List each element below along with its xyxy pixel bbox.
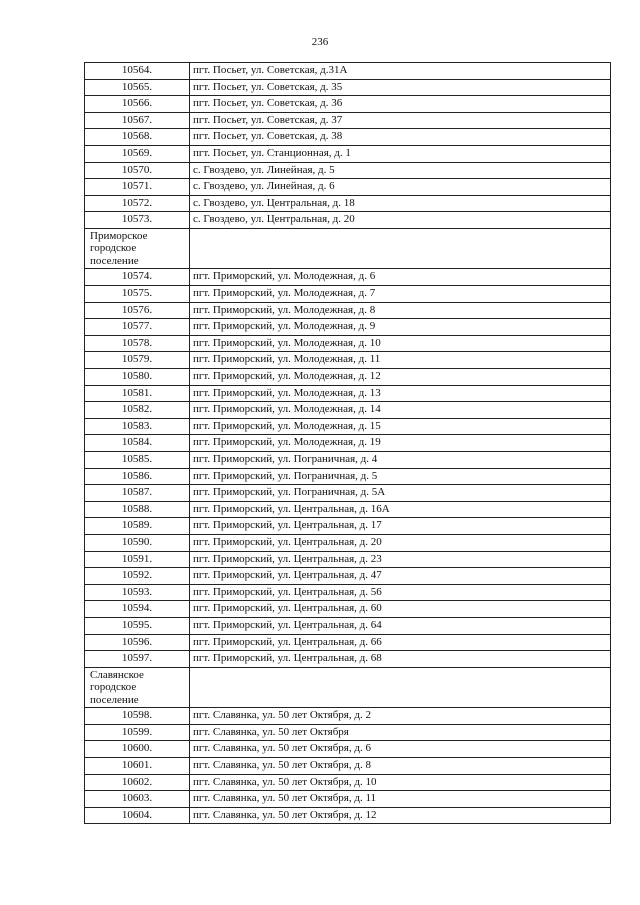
- section-empty-cell: [190, 667, 611, 708]
- section-name-line: Славянское: [90, 668, 144, 681]
- row-address: пгт. Посьет, ул. Советская, д. 35: [190, 79, 611, 96]
- section-name: [85, 228, 190, 269]
- row-address: пгт. Приморский, ул. Центральная, д. 64: [190, 617, 611, 634]
- row-number: 10595.: [85, 617, 190, 634]
- row-number: 10564.: [85, 63, 190, 80]
- row-address: пгт. Приморский, ул. Молодежная, д. 12: [190, 369, 611, 386]
- row-number: 10593.: [85, 584, 190, 601]
- row-number: 10578.: [85, 335, 190, 352]
- row-address: пгт. Посьет, ул. Советская, д. 38: [190, 129, 611, 146]
- row-address: пгт. Приморский, ул. Молодежная, д. 14: [190, 402, 611, 419]
- section-header-row: [85, 667, 611, 708]
- row-address: пгт. Приморский, ул. Центральная, д. 56: [190, 584, 611, 601]
- row-address: пгт. Приморский, ул. Пограничная, д. 5А: [190, 485, 611, 502]
- row-number: 10588.: [85, 501, 190, 518]
- row-number: 10585.: [85, 451, 190, 468]
- row-address: пгт. Приморский, ул. Молодежная, д. 19: [190, 435, 611, 452]
- row-number: 10573.: [85, 212, 190, 229]
- row-number: 10602.: [85, 774, 190, 791]
- row-address: с. Гвоздево, ул. Линейная, д. 6: [190, 179, 611, 196]
- table-row: [85, 601, 611, 618]
- table-row: [85, 708, 611, 725]
- page-number: 236: [311, 36, 329, 48]
- section-name-line: поселение: [90, 693, 139, 706]
- row-address: пгт. Приморский, ул. Центральная, д. 23: [190, 551, 611, 568]
- table-row: [85, 145, 611, 162]
- row-address: пгт. Славянка, ул. 50 лет Октября, д. 8: [190, 757, 611, 774]
- table-row: [85, 385, 611, 402]
- table-row: [85, 369, 611, 386]
- table-row: [85, 96, 611, 113]
- row-address: пгт. Приморский, ул. Центральная, д. 68: [190, 651, 611, 668]
- row-address: с. Гвоздево, ул. Линейная, д. 5: [190, 162, 611, 179]
- row-address: пгт. Приморский, ул. Центральная, д. 60: [190, 601, 611, 618]
- row-number: 10572.: [85, 195, 190, 212]
- section-empty-cell: [190, 228, 611, 269]
- row-number: 10574.: [85, 269, 190, 286]
- row-address: пгт. Приморский, ул. Центральная, д. 16А: [190, 501, 611, 518]
- section-name-line: Приморское: [90, 229, 148, 242]
- table-row: [85, 269, 611, 286]
- table-row: [85, 286, 611, 303]
- row-number: 10598.: [85, 708, 190, 725]
- row-address: пгт. Приморский, ул. Молодежная, д. 7: [190, 286, 611, 303]
- table-row: [85, 584, 611, 601]
- row-number: 10583.: [85, 418, 190, 435]
- table-row: [85, 162, 611, 179]
- section-name: [85, 667, 190, 708]
- address-registry-table: [84, 62, 611, 824]
- table-row: [85, 741, 611, 758]
- row-number: 10591.: [85, 551, 190, 568]
- section-header-row: [85, 228, 611, 269]
- row-number: 10581.: [85, 385, 190, 402]
- row-address: пгт. Посьет, ул. Советская, д. 36: [190, 96, 611, 113]
- row-number: 10567.: [85, 112, 190, 129]
- row-number: 10597.: [85, 651, 190, 668]
- row-address: пгт. Славянка, ул. 50 лет Октября, д. 11: [190, 791, 611, 808]
- table-row: [85, 534, 611, 551]
- row-number: 10576.: [85, 302, 190, 319]
- table-row: [85, 468, 611, 485]
- row-number: 10603.: [85, 791, 190, 808]
- row-number: 10589.: [85, 518, 190, 535]
- row-address: пгт. Приморский, ул. Центральная, д. 66: [190, 634, 611, 651]
- row-address: пгт. Приморский, ул. Молодежная, д. 8: [190, 302, 611, 319]
- table-row: [85, 568, 611, 585]
- row-address: с. Гвоздево, ул. Центральная, д. 18: [190, 195, 611, 212]
- row-number: 10587.: [85, 485, 190, 502]
- table-row: [85, 418, 611, 435]
- row-number: 10586.: [85, 468, 190, 485]
- section-name-line: поселение: [90, 254, 139, 267]
- row-address: пгт. Приморский, ул. Молодежная, д. 13: [190, 385, 611, 402]
- section-name-line: городское: [90, 242, 137, 255]
- table-row: [85, 195, 611, 212]
- table-row: [85, 757, 611, 774]
- row-address: пгт. Славянка, ул. 50 лет Октября: [190, 724, 611, 741]
- registry-table-body: [85, 63, 611, 824]
- row-number: 10569.: [85, 145, 190, 162]
- row-number: 10575.: [85, 286, 190, 303]
- table-row: [85, 551, 611, 568]
- table-row: [85, 63, 611, 80]
- table-row: [85, 319, 611, 336]
- row-address: пгт. Посьет, ул. Станционная, д. 1: [190, 145, 611, 162]
- table-row: [85, 451, 611, 468]
- row-address: пгт. Славянка, ул. 50 лет Октября, д. 2: [190, 708, 611, 725]
- row-address: пгт. Приморский, ул. Молодежная, д. 9: [190, 319, 611, 336]
- row-address: пгт. Приморский, ул. Молодежная, д. 10: [190, 335, 611, 352]
- row-number: 10590.: [85, 534, 190, 551]
- row-number: 10596.: [85, 634, 190, 651]
- table-row: [85, 791, 611, 808]
- row-number: 10579.: [85, 352, 190, 369]
- table-row: [85, 179, 611, 196]
- row-address: пгт. Приморский, ул. Молодежная, д. 11: [190, 352, 611, 369]
- row-number: 10601.: [85, 757, 190, 774]
- row-address: пгт. Посьет, ул. Советская, д.31А: [190, 63, 611, 80]
- table-row: [85, 79, 611, 96]
- table-row: [85, 212, 611, 229]
- row-number: 10570.: [85, 162, 190, 179]
- table-row: [85, 129, 611, 146]
- row-number: 10568.: [85, 129, 190, 146]
- table-row: [85, 112, 611, 129]
- row-address: пгт. Приморский, ул. Центральная, д. 20: [190, 534, 611, 551]
- row-number: 10604.: [85, 807, 190, 824]
- row-address: пгт. Приморский, ул. Молодежная, д. 6: [190, 269, 611, 286]
- row-number: 10582.: [85, 402, 190, 419]
- row-number: 10592.: [85, 568, 190, 585]
- row-number: 10577.: [85, 319, 190, 336]
- row-address: пгт. Славянка, ул. 50 лет Октября, д. 6: [190, 741, 611, 758]
- table-row: [85, 518, 611, 535]
- table-row: [85, 435, 611, 452]
- section-name-line: городское: [90, 681, 137, 694]
- row-address: пгт. Славянка, ул. 50 лет Октября, д. 10: [190, 774, 611, 791]
- row-address: пгт. Приморский, ул. Молодежная, д. 15: [190, 418, 611, 435]
- row-address: пгт. Приморский, ул. Пограничная, д. 4: [190, 451, 611, 468]
- table-row: [85, 617, 611, 634]
- table-row: [85, 651, 611, 668]
- row-number: 10599.: [85, 724, 190, 741]
- table-row: [85, 501, 611, 518]
- table-row: [85, 352, 611, 369]
- table-row: [85, 807, 611, 824]
- row-number: 10571.: [85, 179, 190, 196]
- row-address: с. Гвоздево, ул. Центральная, д. 20: [190, 212, 611, 229]
- row-address: пгт. Приморский, ул. Пограничная, д. 5: [190, 468, 611, 485]
- row-number: 10580.: [85, 369, 190, 386]
- row-address: пгт. Славянка, ул. 50 лет Октября, д. 12: [190, 807, 611, 824]
- table-row: [85, 774, 611, 791]
- table-row: [85, 724, 611, 741]
- row-number: 10584.: [85, 435, 190, 452]
- table-row: [85, 402, 611, 419]
- row-number: 10594.: [85, 601, 190, 618]
- row-number: 10600.: [85, 741, 190, 758]
- table-row: [85, 634, 611, 651]
- row-address: пгт. Приморский, ул. Центральная, д. 17: [190, 518, 611, 535]
- table-row: [85, 485, 611, 502]
- row-address: пгт. Посьет, ул. Советская, д. 37: [190, 112, 611, 129]
- row-address: пгт. Приморский, ул. Центральная, д. 47: [190, 568, 611, 585]
- row-number: 10565.: [85, 79, 190, 96]
- row-number: 10566.: [85, 96, 190, 113]
- table-row: [85, 302, 611, 319]
- table-row: [85, 335, 611, 352]
